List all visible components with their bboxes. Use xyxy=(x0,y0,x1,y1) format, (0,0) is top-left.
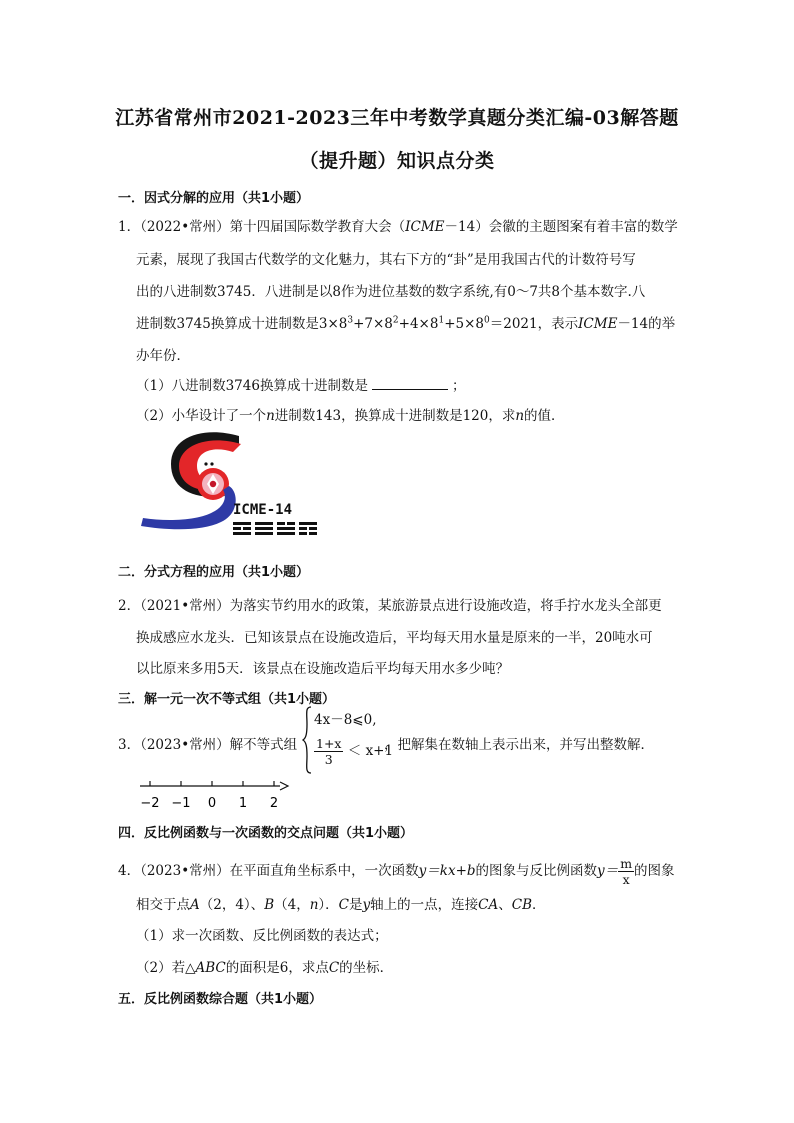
q4-subquestion-1: （1）求一次函数、反比例函数的表达式； xyxy=(136,928,388,944)
left-brace xyxy=(302,706,312,774)
q1-line-1: 1．（2022•常州）第十四届国际数学教育大会（ICME－14）会徽的主题图案有着丰富的数学 xyxy=(118,219,678,235)
section-heading-3: 三．解一元一次不等式组（共1小题） xyxy=(118,692,336,707)
fraction: $\frac{1+x}{3}$ xyxy=(316,736,342,767)
section-heading-1: 一．因式分解的应用（共1小题） xyxy=(118,191,310,206)
q2-line-1: 2．（2021•常州）为落实节约用水的政策，某旅游景点进行设施改造，将手拧水龙头全部更 xyxy=(118,598,662,614)
section-heading-2: 二．分式方程的应用（共1小题） xyxy=(118,565,310,580)
number-line-label: −2 xyxy=(140,796,160,811)
q1-line-2: 元素，展现了我国古代数学的文化魅力，其右下方的“卦”是用我国古代的计数符号写 xyxy=(136,252,636,268)
number-line xyxy=(140,778,290,818)
q3-suffix: ，把解集在数轴上表示出来，并写出整数解． xyxy=(384,737,654,753)
fraction-m-over-x: $\frac{m}{x}$ xyxy=(620,856,633,887)
q1-line-5: 办年份． xyxy=(136,348,190,364)
q4-subquestion-2: （2）若△ABC的面积是6，求点C的坐标． xyxy=(136,960,394,976)
section-heading-5: 五．反比例函数综合题（共1小题） xyxy=(118,992,323,1007)
inequality-2: $\frac{1+x}{3}$ ＜ x+1 xyxy=(316,736,394,767)
q3-prefix: 3．（2023•常州）解不等式组 xyxy=(118,737,298,753)
q2-line-2: 换成感应水龙头．已知该景点在设施改造后，平均每天用水量是原来的一半，20吨水可 xyxy=(136,630,653,646)
q4-line-2: 相交于点A（2，4）、B（4，n）．C是y轴上的一点，连接CA、CB． xyxy=(136,897,546,913)
page-title-line2: （提升题）知识点分类 xyxy=(299,150,495,172)
q4-line-1: 4．（2023•常州）在平面直角坐标系中，一次函数y＝kx+b的图象与反比例函数y＝ $\frac{m}{x}$ 的图象 xyxy=(118,856,675,887)
section-heading-4: 四．反比例函数与一次函数的交点问题（共1小题） xyxy=(118,826,414,841)
page-title-line1: 江苏省常州市2021-2023三年中考数学真题分类汇编-03解答题 xyxy=(115,107,679,129)
q1-subquestion-2: （2）小华设计了一个n进制数143，换算成十进制数是120，求n的值． xyxy=(136,408,565,424)
q1-subquestion-1: （1）八进制数3746换算成十进制数是 ； xyxy=(136,378,466,394)
number-line-label: 0 xyxy=(207,796,217,811)
logo-text: ICME-14 xyxy=(233,502,293,518)
q2-line-3: 以比原来多用5天．该景点在设施改造后平均每天用水多少吨？ xyxy=(136,661,510,677)
number-line-label: 1 xyxy=(238,796,248,811)
q1-line-3: 出的八进制数3745．八进制是以8作为进位基数的数字系统,有0～7共8个基本数字.八 xyxy=(136,284,646,300)
number-line-label: −1 xyxy=(171,796,191,811)
q1-line-4: 进制数3745换算成十进制数是$3\times 8^3+7\times 8^2+4\times 8^1+5\times 8^0=2021$，表示ICME－14的举 xyxy=(136,315,676,332)
number-line-label: 2 xyxy=(269,796,279,811)
answer-blank[interactable] xyxy=(372,377,448,390)
icme-14-logo xyxy=(135,430,320,542)
inequality-1: 4x－8⩽0, xyxy=(314,712,377,728)
